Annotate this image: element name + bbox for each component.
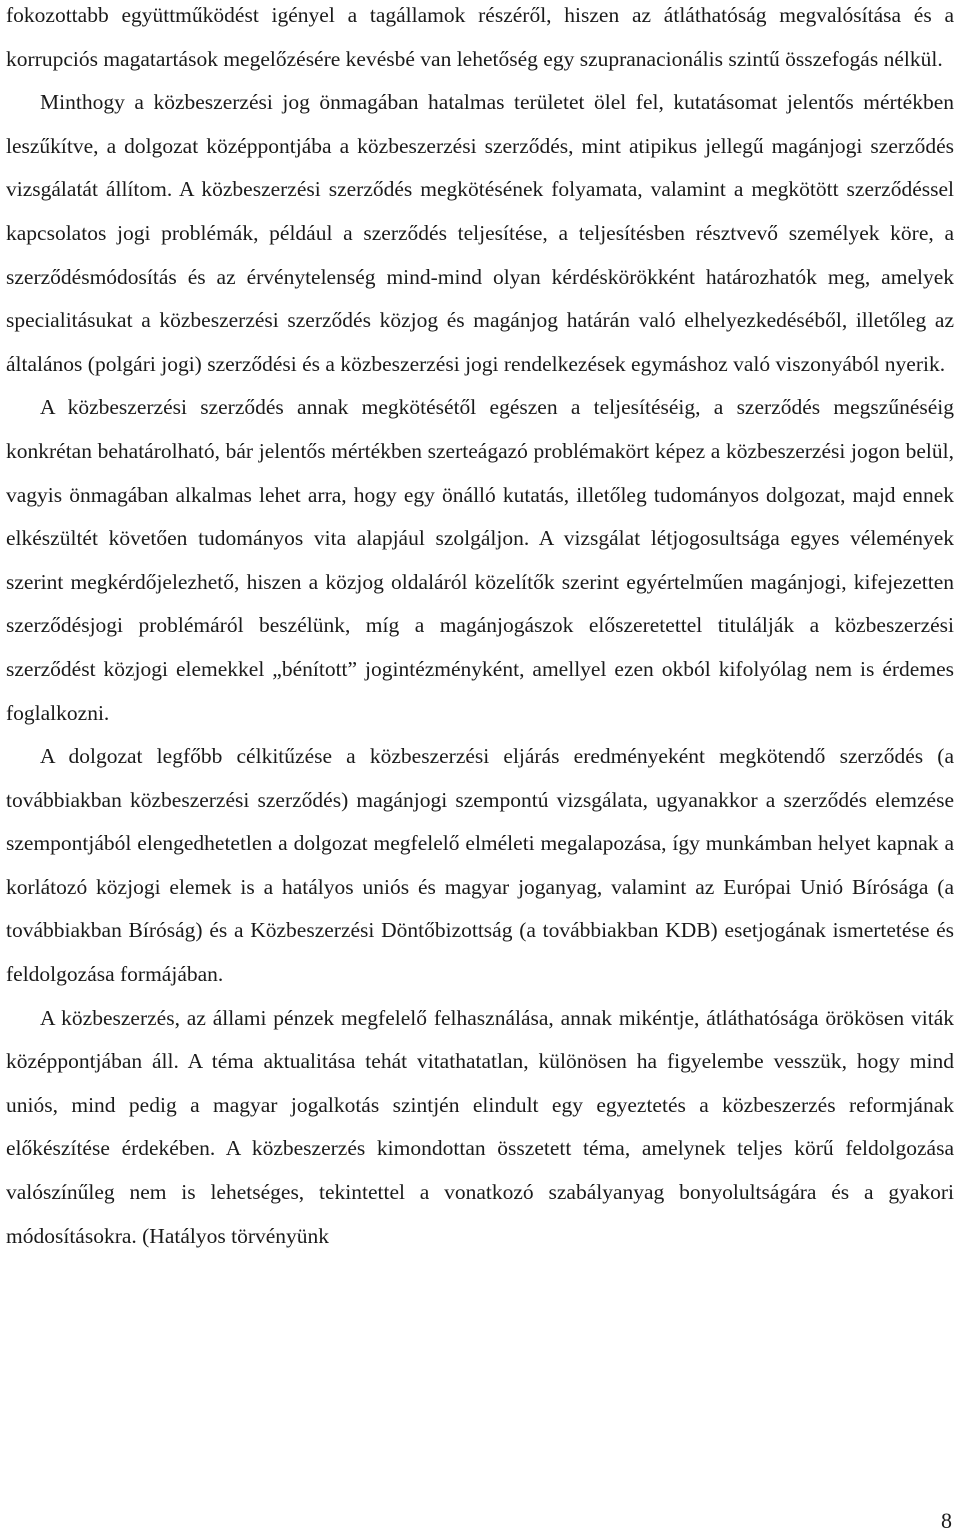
paragraph-contract-scope: A közbeszerzési szerződés annak megkötésétől egészen a teljesítéséig, a szerződés megszűnéséig konkrétan behatárolható, bár jelentős mértékben szerteágazó problémakört képez a közbeszerzési jogon belül, vagyis önmagában alkalmas lehet arra, hogy egy önálló kutatás, illetőleg tudományos dolgozat, majd ennek elkészültét követően tudományos vita alapjául szolgáljon. A vizsgálat létjogosultsága egyes vélemények szerint megkérdőjelezhető, hiszen a közjog oldaláról közelítők szerint egyértelműen magánjogi, kifejezetten szerződésjogi problémáról beszélünk, míg a magánjogászok előszeretettel titulálják a közbeszerzési szerződést közjogi elemekkel „bénított” jogintézményként, amellyel ezen okból kifolyólag nem is érdemes foglalkozni. [6, 395, 954, 725]
page-number: 8 [941, 1508, 952, 1533]
paragraph-research-focus: Minthogy a közbeszerzési jog önmagában hatalmas területet ölel fel, kutatásomat jelentős mértékben leszűkítve, a dolgozat középpontjába a közbeszerzési szerződés, mint atipikus jellegű magánjogi szerződés vizsgálatát állítom. A közbeszerzési szerződés megkötésének folyamata, valamint a megkötött szerződéssel kapcsolatos jogi problémák, például a szerződés teljesítése, a teljesítésben résztvevő személyek köre, a szerződésmódosítás és az érvénytelenség mind-mind olyan kérdéskörökként határozhatók meg, amelyek specialitásukat a közbeszerzési szerződés közjog és magánjog határán való elhelyezkedéséből, illetőleg az általános (polgári jogi) szerződési és a közbeszerzési jogi rendelkezések egymáshoz való viszonyából nyerik. [6, 90, 954, 376]
paragraph-topicality: A közbeszerzés, az állami pénzek megfelelő felhasználása, annak mikéntje, átláthatósága örökösen viták középpontjában áll. A téma aktualitása tehát vitathatatlan, különösen ha figyelembe vesszük, hogy mind uniós, mind pedig a magyar jogalkotás szintjén elindult egy egyeztetés a közbeszerzés reformjának előkészítése érdekében. A közbeszerzés kimondottan összetett téma, amelynek teljes körű feldolgozása valószínűleg nem is lehetséges, tekintettel a vonatkozó szabályanyag bonyolultságára és a gyakori módosításokra. (Hatályos törvényünk [6, 1005, 954, 1248]
paragraph-continuation: fokozottabb együttműködést igényel a tagállamok részéről, hiszen az átláthatóság megvalósítása és a korrupciós magatartások megelőzésére kevésbé van lehetőség egy szupranacionális szintű összefogás nélkül. [6, 3, 954, 71]
paragraph-main-objective: A dolgozat legfőbb célkitűzése a közbeszerzési eljárás eredményeként megkötendő szerződés (a továbbiakban közbeszerzési szerződés) magánjogi szempontú vizsgálata, ugyanakkor a szerződés elemzése szempontjából elengedhetetlen a dolgozat megfelelő elméleti megalapozása, így munkámban helyet kapnak a korlátozó közjogi elemek is a hatályos uniós és magyar joganyag, valamint az Európai Unió Bírósága (a továbbiakban Bíróság) és a Közbeszerzési Döntőbizottság (a továbbiakban KDB) esetjogának ismertetése és feldolgozása formájában. [6, 744, 954, 987]
body-text [6, 0, 954, 1258]
